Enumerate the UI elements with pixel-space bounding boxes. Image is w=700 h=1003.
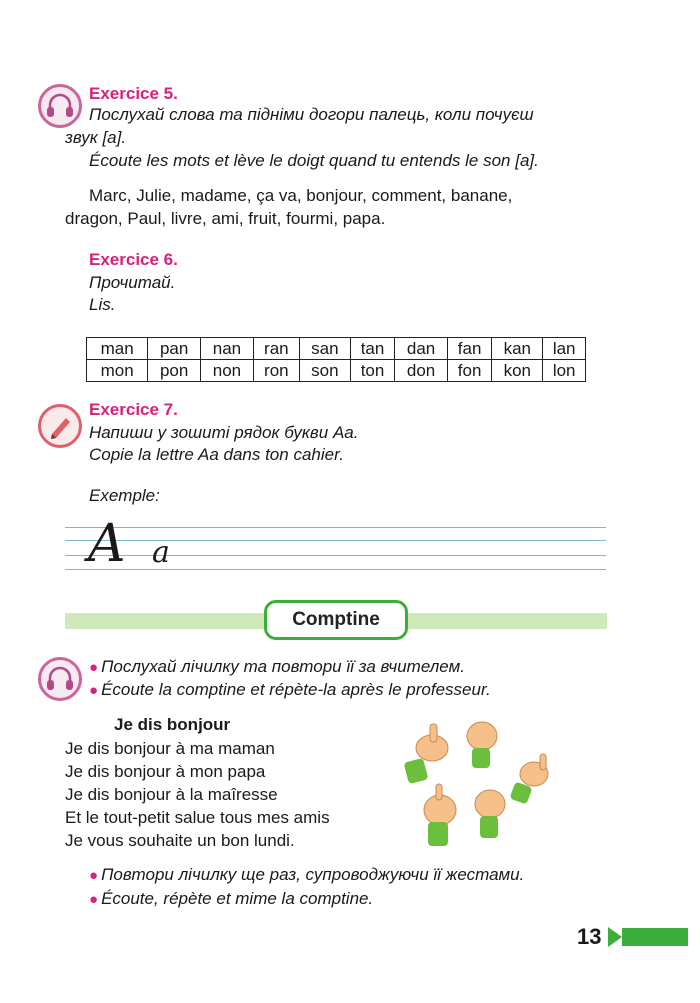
arrow-right-icon [608,926,688,948]
table-cell: fon [447,360,491,382]
exercise7-title: Exercice 7. [89,400,178,419]
guide-line [65,555,606,556]
table-cell: ran [253,338,299,360]
table-cell: kon [492,360,543,382]
poem-line: Je dis bonjour à mon papa [65,762,266,781]
hand-pointing [509,754,548,805]
exercise6-title: Exercice 6. [89,250,178,269]
poem [65,737,330,852]
table-cell: ton [350,360,394,382]
cursive-uppercase-a: A [88,514,126,574]
guide-line [65,540,606,541]
table-cell: son [299,360,350,382]
poem-line: Et le tout-petit salue tous mes amis [65,808,330,827]
guide-line [65,569,606,570]
table-cell: pan [148,338,201,360]
exercise6-instruction-uk: Прочитай. [89,273,176,292]
cursive-lowercase-a: a [152,535,170,570]
comptine-bullet-1: ● Послухай лічилку та повтори її за вчителем. [89,657,465,676]
poem-line: Je vous souhaite un bon lundi. [65,831,295,850]
comptine-bullet-4: ● Écoute, répète et mime la comptine. [89,889,374,908]
table-row [87,338,586,360]
hand-pinch [475,790,505,838]
table-cell: tan [350,338,394,360]
table-cell: lan [543,338,586,360]
exercise7-instruction-uk: Напиши у зошиті рядок букви Аа. [89,423,359,442]
table-cell: kan [492,338,543,360]
exercise6-instruction-fr: Lis. [89,295,116,314]
exercise5-instruction-uk-2: звук [a]. [65,128,127,147]
guide-line [65,527,606,528]
exercise5-title: Exercice 5. [89,84,178,103]
pencil-icon [38,404,82,448]
table-row [87,360,586,382]
table-cell: nan [201,338,254,360]
page-number: 13 [577,924,602,949]
table-cell: fan [447,338,491,360]
exercise5-instruction-uk: Послухай слова та підніми догори палець, коли почуєш [89,105,534,124]
table-cell: dan [395,338,448,360]
poem-title: Je dis bonjour [114,715,231,734]
hand-counting [424,784,456,846]
comptine-bullet-3: ● Повтори лічилку ще раз, супроводжуючи її жестами. [89,865,525,884]
table-cell: ron [253,360,299,382]
hand-thumbs-up [403,724,448,784]
table-cell: don [395,360,448,382]
table-cell: man [87,338,148,360]
table-cell: non [201,360,254,382]
poem-line: Je dis bonjour à ma maman [65,739,275,758]
table-cell: mon [87,360,148,382]
hand-gestures-illustration [400,712,560,857]
headphones-icon [38,657,82,701]
table-cell: pon [148,360,201,382]
hand-fist [467,722,497,768]
comptine-bullet-2: ● Écoute la comptine et répète-la après le professeur. [89,680,491,699]
exercise5-words-line2: dragon, Paul, livre, ami, fruit, fourmi, papa. [65,209,386,228]
table-cell: lon [543,360,586,382]
example-label: Exemple: [89,486,160,505]
exercise5-words-line1: Marc, Julie, madame, ça va, bonjour, comment, banane, [89,186,513,205]
syllable-table [86,337,586,382]
comptine-title: Comptine [292,609,380,630]
table-cell: san [299,338,350,360]
headphones-icon [38,84,82,128]
exercise5-instruction-fr: Écoute les mots et lève le doigt quand tu entends le son [a]. [89,151,539,170]
exercise7-instruction-fr: Copie la lettre Aa dans ton cahier. [89,445,344,464]
poem-line: Je dis bonjour à la maîresse [65,785,278,804]
